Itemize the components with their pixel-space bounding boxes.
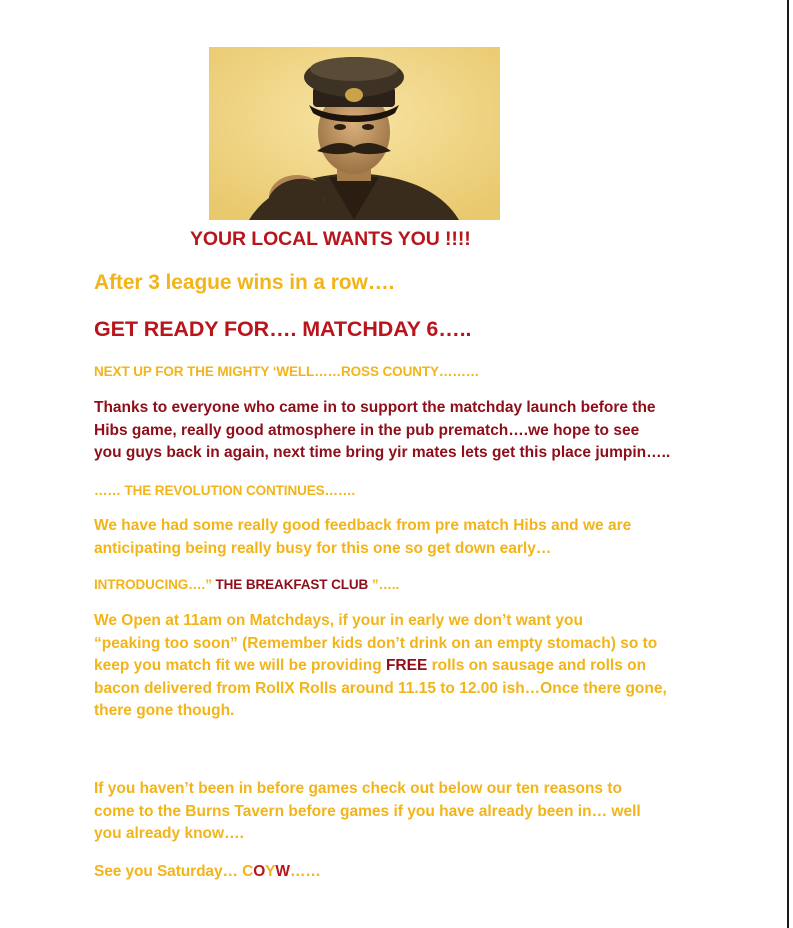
reasons-line: come to the Burns Tavern before games if you have already been in… well — [94, 802, 641, 820]
signoff-prefix: See you Saturday… — [94, 863, 243, 880]
signoff-suffix: …… — [289, 863, 321, 880]
poster-figure-illustration — [209, 47, 500, 220]
thanks-paragraph — [94, 397, 754, 465]
next-up-line: NEXT UP FOR THE MIGHTY ‘WELL……ROSS COUNTY……… — [94, 364, 480, 379]
opening-line: We Open at 11am on Matchdays, if your in early we don’t want you — [94, 612, 583, 629]
opening-line: bacon delivered from RollX Rolls around 11.15 to 12.00 ish…Once there gone, — [94, 679, 667, 697]
opening-line-suffix: rolls on sausage and rolls on — [427, 657, 647, 674]
opening-line: there gone though. — [94, 702, 235, 719]
opening-line-free — [94, 655, 754, 678]
introducing-suffix: ”….. — [371, 577, 400, 592]
coyw-y: Y — [265, 863, 276, 880]
feedback-line: anticipating being really busy for this one so get down early… — [94, 539, 552, 557]
thanks-line: Thanks to everyone who came in to support the matchday launch before the — [94, 399, 656, 416]
reasons-paragraph — [94, 778, 754, 846]
reasons-line: you already know…. — [94, 825, 244, 842]
revolution-continues-line: …… THE REVOLUTION CONTINUES……. — [94, 483, 356, 498]
page-edge-border — [787, 0, 789, 928]
introducing-prefix: INTRODUCING….” — [94, 577, 216, 592]
thanks-line: you guys back in again, next time bring yir mates lets get this place jumpin….. — [94, 444, 671, 461]
headline-league-wins: After 3 league wins in a row…. — [94, 271, 395, 294]
free-highlight: FREE — [385, 657, 428, 674]
headline-get-ready-matchday: GET READY FOR…. MATCHDAY 6….. — [94, 317, 472, 341]
breakfast-club-title: THE BREAKFAST CLUB — [215, 577, 372, 592]
feedback-line: We have had some really good feedback from pre match Hibs and we are — [94, 517, 632, 534]
opening-paragraph — [94, 610, 754, 723]
reasons-line: If you haven’t been in before games check out below our ten reasons to — [94, 780, 622, 797]
opening-line: “peaking too soon” (Remember kids don’t drink on an empty stomach) so to — [94, 634, 658, 652]
feedback-paragraph — [94, 515, 754, 560]
opening-line-prefix: keep you match fit we will be providing — [94, 657, 386, 674]
coyw-c: C — [242, 863, 254, 880]
poster-image — [209, 47, 500, 220]
thanks-line: Hibs game, really good atmosphere in the pub prematch….we hope to see — [94, 421, 640, 439]
signoff-line — [94, 863, 321, 881]
coyw-w: W — [275, 863, 290, 880]
coyw-o: O — [253, 863, 266, 880]
introducing-line — [94, 577, 399, 592]
headline-your-local-wants-you: YOUR LOCAL WANTS YOU !!!! — [190, 228, 471, 250]
